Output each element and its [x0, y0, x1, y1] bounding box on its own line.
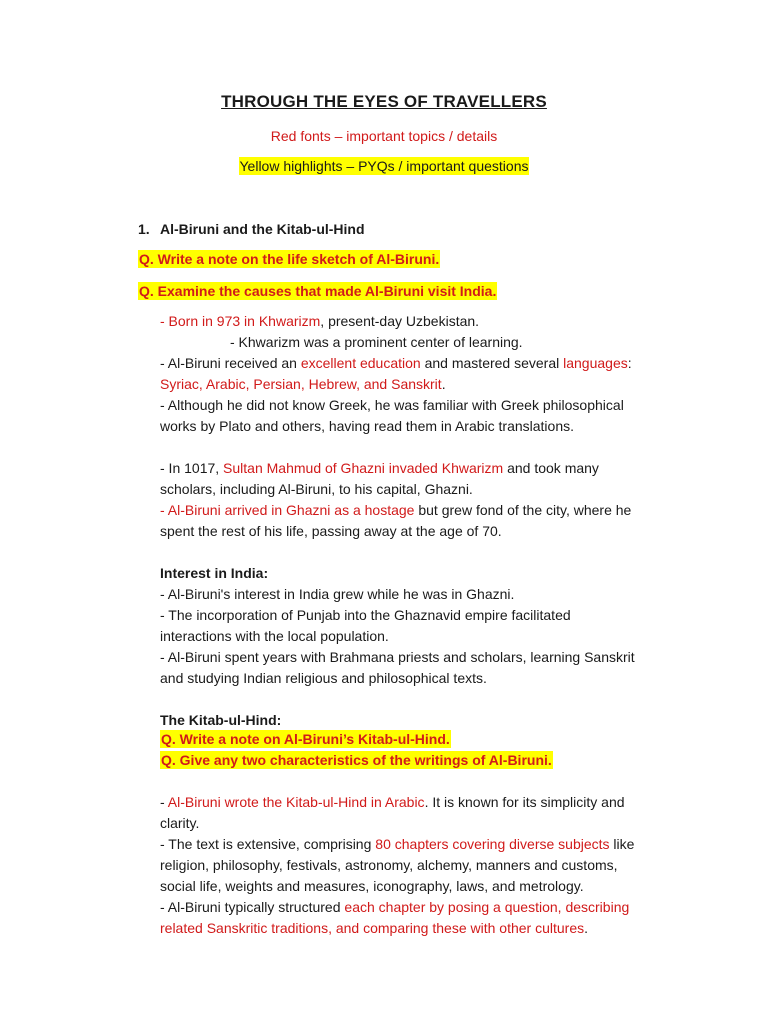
para1-line3: [160, 353, 632, 374]
span: Syriac, Arabic, Persian, Hebrew, and Sanskrit: [160, 376, 442, 392]
span: 80 chapters covering diverse subjects: [375, 836, 610, 852]
kitab-question-2-text: Q. Give any two characteristics of the writings of Al-Biruni.: [161, 752, 552, 768]
span: like: [609, 836, 635, 852]
span: excellent education: [300, 355, 421, 371]
kitab-line5: social life, weights and measures, iconography, laws, and metrology.: [160, 878, 584, 894]
para2-line3: [160, 500, 631, 521]
interest-line5: and studying Indian religious and philosophical texts.: [160, 670, 487, 686]
kitab-question-1-text: Q. Write a note on Al-Biruni’s Kitab-ul-Hind.: [161, 731, 450, 747]
page-title: THROUGH THE EYES OF TRAVELLERS: [221, 92, 547, 111]
section-heading: Al-Biruni and the Kitab-ul-Hind: [160, 221, 365, 237]
span: -: [160, 794, 168, 810]
kitab-question-1: [160, 729, 451, 750]
kitab-line7: [160, 918, 588, 939]
interest-line3: interactions with the local population.: [160, 628, 389, 644]
kitab-line1: [160, 792, 625, 813]
legend-yellow: [0, 158, 768, 174]
para1-line4: [160, 374, 446, 395]
question-2: [138, 281, 497, 302]
span: . It is known for its simplicity and: [424, 794, 625, 810]
para2-line4: spent the rest of his life, passing away at the age of 70.: [160, 523, 502, 539]
para1-line2: - Khwarizm was a prominent center of learning.: [230, 334, 523, 350]
question-1: [138, 249, 440, 270]
span: and mastered several: [420, 355, 564, 371]
kitab-line2: clarity.: [160, 815, 200, 831]
span: - Al-Biruni arrived in Ghazni as a hostage: [160, 502, 415, 518]
span: each chapter by posing a question, describing: [344, 899, 630, 915]
span: - Born in 973 in Khwarizm: [160, 313, 321, 329]
span: related Sanskritic traditions, and comparing these with other cultures: [160, 920, 585, 936]
question-2-text: Q. Examine the causes that made Al-Biruni visit India.: [139, 283, 497, 299]
span: Sultan Mahmud of Ghazni invaded Khwarizm: [223, 460, 504, 476]
interest-heading: Interest in India:: [160, 565, 269, 581]
question-1-text: Q. Write a note on the life sketch of Al-Biruni.: [139, 251, 440, 267]
para1-line6: works by Plato and others, having read them in Arabic translations.: [160, 418, 574, 434]
span: .: [584, 920, 588, 936]
span: - In 1017,: [160, 460, 224, 476]
section-number: 1.: [138, 221, 150, 237]
span: languages: [563, 355, 628, 371]
interest-line1: - Al-Biruni's interest in India grew while he was in Ghazni.: [160, 586, 515, 602]
interest-line2: - The incorporation of Punjab into the Ghaznavid empire facilitated: [160, 607, 571, 623]
span: - Al-Biruni received an: [160, 355, 301, 371]
kitab-question-2: [160, 750, 553, 771]
para2-line2: scholars, including Al-Biruni, to his capital, Ghazni.: [160, 481, 473, 497]
span: , present-day Uzbekistan.: [320, 313, 480, 329]
span: and took many: [503, 460, 599, 476]
kitab-heading: The Kitab-ul-Hind:: [160, 712, 282, 728]
interest-line4: - Al-Biruni spent years with Brahmana priests and scholars, learning Sanskrit: [160, 649, 635, 665]
span: - Al-Biruni typically structured: [160, 899, 345, 915]
span: Al-Biruni wrote the Kitab-ul-Hind in Arabic: [167, 794, 425, 810]
legend-red: Red fonts – important topics / details: [270, 128, 498, 144]
para1-line5: - Although he did not know Greek, he was familiar with Greek philosophical: [160, 397, 624, 413]
kitab-line4: religion, philosophy, festivals, astronomy, alchemy, manners and customs,: [160, 857, 618, 873]
para1-line1: [160, 311, 479, 332]
span: - The text is extensive, comprising: [160, 836, 376, 852]
span: but grew fond of the city, where he: [414, 502, 632, 518]
kitab-line3: [160, 834, 634, 855]
para2-line1: [160, 458, 599, 479]
legend-yellow-text: Yellow highlights – PYQs / important questions: [239, 158, 529, 174]
kitab-line6: [160, 897, 629, 918]
span: :: [627, 355, 632, 371]
span: .: [441, 376, 446, 392]
